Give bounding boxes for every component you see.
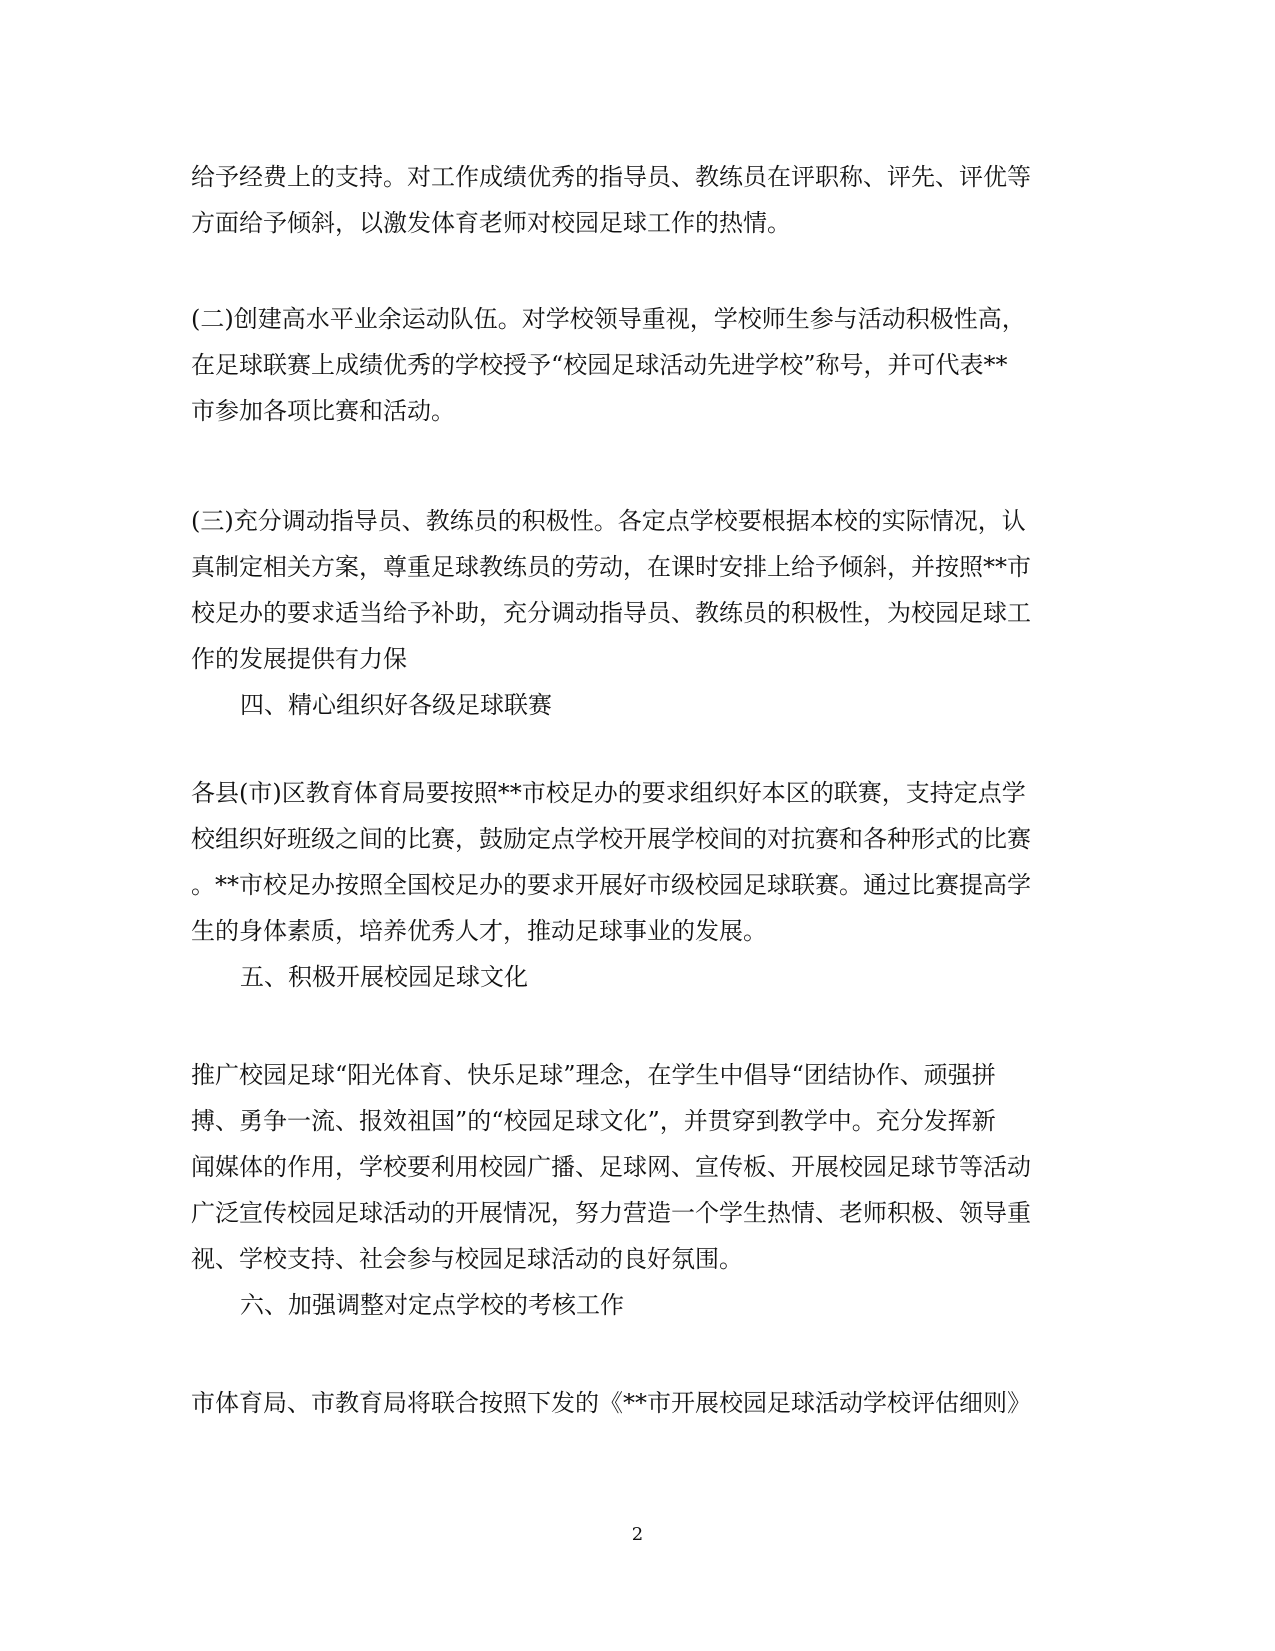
paragraph-line: (二)创建高水平业余运动队伍。对学校领导重视，学校师生参与活动积极性高， xyxy=(191,305,1026,333)
paragraph-line: 校足办的要求适当给予补助，充分调动指导员、教练员的积极性，为校园足球工 xyxy=(191,599,1031,627)
paragraph-line: 视、学校支持、社会参与校园足球活动的良好氛围。 xyxy=(191,1245,743,1273)
paragraph-line: (三)充分调动指导员、教练员的积极性。各定点学校要根据本校的实际情况，认 xyxy=(191,507,1026,535)
paragraph-line: 给予经费上的支持。对工作成绩优秀的指导员、教练员在评职称、评先、评优等 xyxy=(191,163,1031,191)
paragraph-line: 搏、勇争一流、报效祖国”的“校园足球文化”，并贯穿到教学中。充分发挥新 xyxy=(191,1107,996,1135)
paragraph-line: 校组织好班级之间的比赛，鼓励定点学校开展学校间的对抗赛和各种形式的比赛 xyxy=(191,825,1031,853)
section-heading: 六、加强调整对定点学校的考核工作 xyxy=(240,1291,624,1319)
paragraph-line: 闻媒体的作用，学校要利用校园广播、足球网、宣传板、开展校园足球节等活动 xyxy=(191,1153,1031,1181)
page-number: 2 xyxy=(631,1524,644,1545)
paragraph-line: 作的发展提供有力保 xyxy=(191,645,407,673)
section-heading: 四、精心组织好各级足球联赛 xyxy=(240,691,552,719)
paragraph-line: 在足球联赛上成绩优秀的学校授予“校园足球活动先进学校”称号，并可代表** xyxy=(191,351,1008,379)
paragraph-line: 真制定相关方案，尊重足球教练员的劳动，在课时安排上给予倾斜，并按照**市 xyxy=(191,553,1031,581)
paragraph-line: 生的身体素质，培养优秀人才，推动足球事业的发展。 xyxy=(191,917,767,945)
paragraph-line: 广泛宣传校园足球活动的开展情况，努力营造一个学生热情、老师积极、领导重 xyxy=(191,1199,1031,1227)
paragraph-line: 。**市校足办按照全国校足办的要求开展好市级校园足球联赛。通过比赛提高学 xyxy=(191,871,1031,899)
paragraph-line: 方面给予倾斜，以激发体育老师对校园足球工作的热情。 xyxy=(191,209,791,237)
paragraph-line: 推广校园足球“阳光体育、快乐足球”理念，在学生中倡导“团结协作、顽强拼 xyxy=(191,1061,996,1089)
paragraph-line: 市体育局、市教育局将联合按照下发的《**市开展校园足球活动学校评估细则》 xyxy=(191,1389,1031,1417)
paragraph-line: 市参加各项比赛和活动。 xyxy=(191,397,455,425)
section-heading: 五、积极开展校园足球文化 xyxy=(240,963,528,991)
paragraph-line: 各县(市)区教育体育局要按照**市校足办的要求组织好本区的联赛，支持定点学 xyxy=(191,779,1026,807)
